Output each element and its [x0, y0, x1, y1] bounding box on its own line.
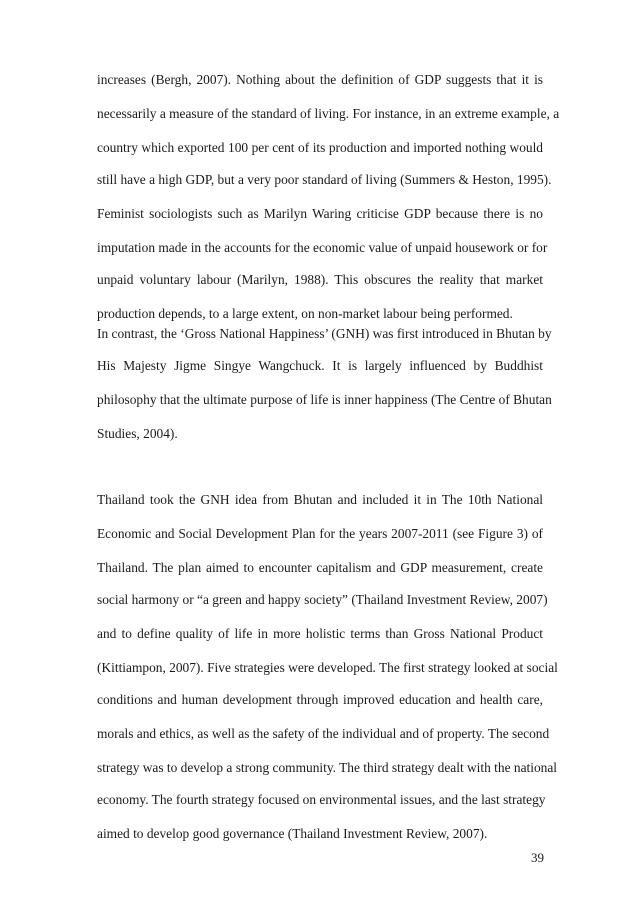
text-line: morals and ethics, as well as the safety of the individual and of property. The second — [97, 726, 550, 741]
text-line: imputation made in the accounts for the economic value of unpaid housework or for — [97, 240, 548, 255]
text-line: Thailand took the GNH idea from Bhutan and included it in The 10th National — [97, 492, 543, 507]
page-number: 39 — [531, 850, 544, 865]
text-line: Studies, 2004). — [97, 426, 178, 441]
text-line: conditions and human development through improved education and health care, — [97, 692, 543, 707]
text-line: still have a high GDP, but a very poor standard of living (Summers & Heston, 1995). — [97, 172, 552, 187]
text-line: production depends, to a large extent, on non-market labour being performed. — [97, 306, 513, 321]
text-line: strategy was to develop a strong community. The third strategy dealt with the national — [97, 760, 558, 775]
text-line: His Majesty Jigme Singye Wangchuck. It is largely influenced by Buddhist — [97, 358, 543, 373]
text-line: necessarily a measure of the standard of living. For instance, in an extreme example, a — [97, 106, 560, 121]
text-line: Thailand. The plan aimed to encounter capitalism and GDP measurement, create — [97, 560, 543, 575]
text-line: Feminist sociologists such as Marilyn Waring criticise GDP because there is no — [97, 206, 543, 221]
text-line: increases (Bergh, 2007). Nothing about the definition of GDP suggests that it is — [97, 72, 543, 87]
text-line: philosophy that the ultimate purpose of life is inner happiness (The Centre of Bhutan — [97, 392, 552, 407]
text-line: Economic and Social Development Plan for the years 2007-2011 (see Figure 3) of — [97, 526, 543, 541]
text-line: unpaid voluntary labour (Marilyn, 1988). This obscures the reality that market — [97, 272, 543, 287]
text-line: economy. The fourth strategy focused on environmental issues, and the last strategy — [97, 792, 546, 807]
text-line: (Kittiampon, 2007). Five strategies were developed. The first strategy looked at social — [97, 660, 558, 675]
text-line: In contrast, the ‘Gross National Happiness’ (GNH) was first introduced in Bhutan by — [97, 326, 552, 341]
text-line: social harmony or “a green and happy society” (Thailand Investment Review, 2007) — [97, 592, 548, 607]
text-line: country which exported 100 per cent of its production and imported nothing would — [97, 140, 543, 155]
text-line: aimed to develop good governance (Thailand Investment Review, 2007). — [97, 826, 488, 841]
text-line: and to define quality of life in more holistic terms than Gross National Product — [97, 626, 543, 641]
